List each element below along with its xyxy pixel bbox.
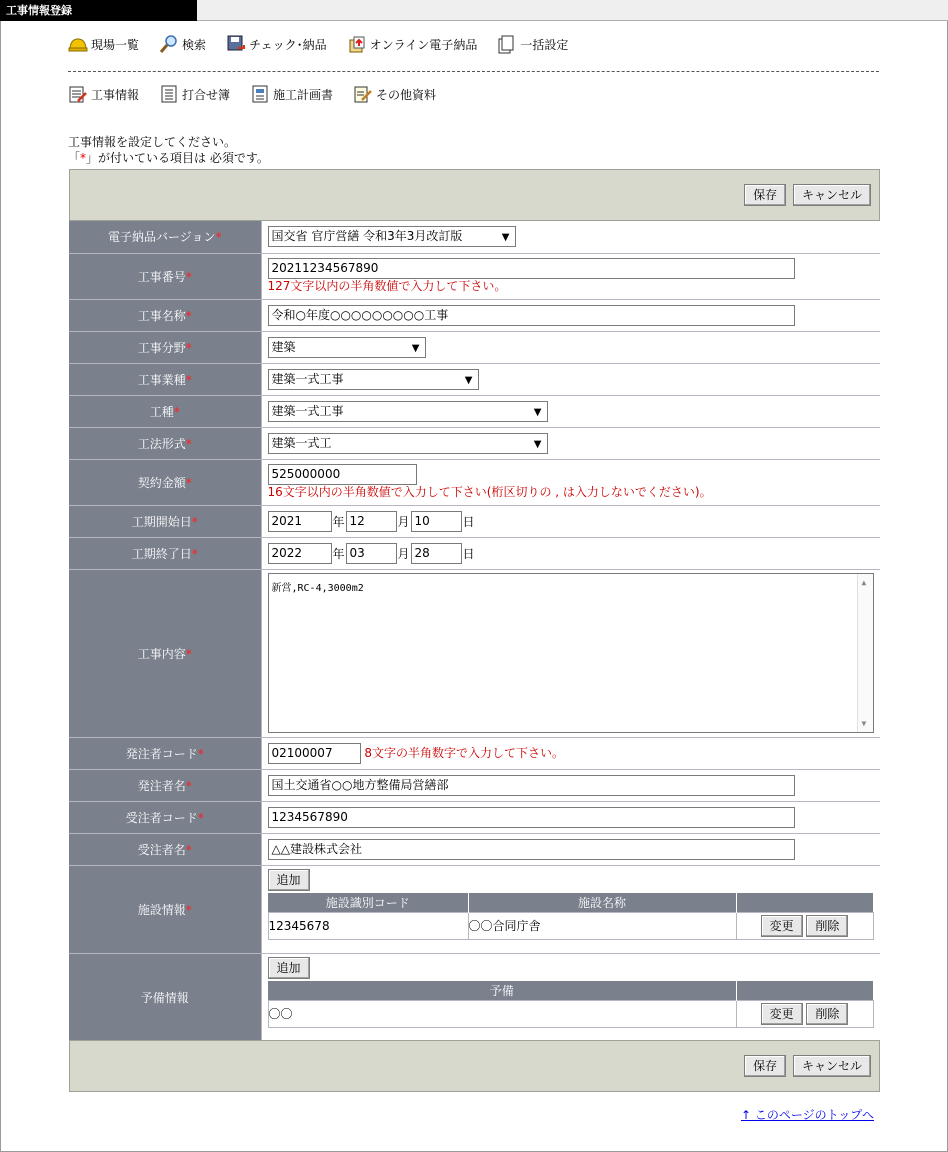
juchu-code-input[interactable]: 1234567890: [268, 807, 795, 828]
instructions: [68, 134, 269, 166]
label-yobi: 予備情報: [69, 953, 261, 1041]
month-unit: 月: [397, 546, 410, 561]
day-unit: 日: [462, 546, 475, 561]
required-mark: *: [185, 269, 192, 284]
shisetsu-actions-cell: [736, 912, 873, 939]
row-koshu: [69, 395, 880, 427]
gyoshu-select[interactable]: [268, 369, 479, 390]
toolbar-genba-list-label: 現場一覧: [91, 37, 140, 52]
koji-name-input[interactable]: 令和○年度○○○○○○○○○工事: [268, 305, 795, 326]
label-hacchu-code: [69, 737, 261, 769]
koshu-select-value: 建築一式工事: [271, 403, 344, 418]
juchu-name-input[interactable]: △△建設株式会社: [268, 839, 795, 860]
row-koji-name: [69, 299, 880, 331]
chevron-down-icon: ▼: [411, 342, 420, 354]
required-mark: *: [185, 436, 192, 451]
floppy-icon: [226, 34, 246, 54]
toolbar-genba-list[interactable]: [68, 34, 139, 54]
toolbar-bulk-settings-label: 一括設定: [520, 37, 569, 52]
label-naiyo-text: 工事内容: [137, 646, 186, 661]
instruction-line-1: 工事情報を設定してください。: [68, 135, 237, 149]
label-version-text: 電子納品バージョン: [107, 230, 216, 245]
row-version: [69, 221, 880, 253]
row-bunya: [69, 331, 880, 363]
plan-icon: [250, 84, 270, 104]
label-shisetsu-text: 施設情報: [137, 902, 186, 917]
col-yobi-actions: [736, 981, 873, 1001]
label-koji-name: [69, 299, 261, 331]
required-mark: *: [185, 902, 192, 917]
toolbar-meeting-log[interactable]: [159, 84, 230, 104]
required-mark: *: [185, 646, 192, 661]
row-end-date: [69, 537, 880, 569]
helmet-icon: [68, 34, 88, 54]
hacchu-code-hint: 8文字の半角数字で入力して下さい。: [364, 745, 564, 760]
required-mark: *: [185, 475, 192, 490]
koho-select[interactable]: [268, 433, 548, 454]
pen-note-icon: [353, 84, 373, 104]
label-gyoshu: [69, 363, 261, 395]
month-unit: 月: [397, 514, 410, 529]
top-action-panel: [69, 169, 880, 221]
toolbar-meeting-log-label: 打合せ簿: [182, 87, 231, 102]
hacchu-code-input[interactable]: 02100007: [268, 743, 361, 764]
notebook-icon: [159, 84, 179, 104]
label-koho: [69, 427, 261, 459]
day-unit: 日: [462, 514, 475, 529]
end-day-input[interactable]: 28: [411, 543, 462, 564]
year-unit: 年: [332, 546, 345, 561]
label-koji-no-text: 工事番号: [137, 269, 186, 284]
label-juchu-code-text: 受注者コード: [125, 810, 198, 825]
instruction-bracket-open: 「: [68, 151, 81, 165]
toolbar-construction-plan[interactable]: [250, 84, 333, 104]
delete-shisetsu-button[interactable]: 削除: [806, 915, 848, 937]
label-kingaku-text: 契約金額: [137, 475, 186, 490]
version-select-value: 国交省 官庁営繕 令和3年3月改訂版: [271, 229, 463, 244]
add-shisetsu-button[interactable]: 追加: [268, 869, 310, 891]
main-toolbar: [68, 34, 588, 54]
scroll-up-icon: ▲: [861, 578, 867, 587]
required-mark: *: [185, 372, 192, 387]
label-hacchu-name: [69, 769, 261, 801]
label-bunya-text: 工事分野: [137, 340, 186, 355]
yobi-table: [268, 981, 874, 1028]
scroll-down-icon: ▼: [861, 719, 867, 728]
version-select[interactable]: [268, 226, 516, 247]
label-hacchu-code-text: 発注者コード: [125, 746, 198, 761]
required-mark: *: [191, 514, 198, 529]
required-mark: *: [185, 340, 192, 355]
chevron-down-icon: ▼: [533, 438, 542, 450]
row-naiyo: [69, 569, 880, 737]
add-yobi-button[interactable]: 追加: [268, 957, 310, 979]
required-star-sample: *: [80, 151, 87, 165]
row-koji-no: [69, 253, 880, 299]
sub-toolbar: [68, 84, 456, 104]
chevron-down-icon: ▼: [533, 406, 542, 418]
row-gyoshu: [69, 363, 880, 395]
label-koshu: [69, 395, 261, 427]
label-start-date: [69, 505, 261, 537]
toolbar-divider: [68, 71, 879, 72]
chevron-down-icon: ▼: [464, 374, 473, 386]
toolbar-koji-info[interactable]: [68, 84, 139, 104]
chevron-down-icon: ▼: [501, 232, 510, 244]
toolbar-other-docs-label: その他資料: [376, 87, 437, 102]
required-mark: *: [215, 230, 222, 245]
yobi-value-cell: 〇〇: [268, 1000, 736, 1027]
delete-yobi-button[interactable]: 削除: [806, 1003, 848, 1025]
col-shisetsu-actions: [736, 893, 873, 913]
row-koho: [69, 427, 880, 459]
toolbar-search-label: 検索: [182, 37, 207, 52]
bunya-select[interactable]: [268, 337, 426, 358]
yobi-actions-cell: [736, 1000, 873, 1027]
table-row: [268, 912, 873, 939]
toolbar-online-deliver[interactable]: [347, 34, 478, 54]
toolbar-check-deliver-label: チェック･納品: [249, 37, 327, 52]
cancel-button-bottom[interactable]: キャンセル: [793, 1055, 871, 1077]
label-koji-no: [69, 253, 261, 299]
window-title: 工事情報登録: [0, 0, 197, 21]
hacchu-name-input[interactable]: 国土交通省○○地方整備局営繕部: [268, 775, 795, 796]
title-bar: [0, 0, 948, 21]
koji-form: [69, 221, 880, 1042]
label-end-date: [69, 537, 261, 569]
col-shisetsu-code: 施設識別コード: [268, 893, 468, 913]
koshu-select[interactable]: [268, 401, 548, 422]
shisetsu-code-cell: 12345678: [268, 912, 468, 939]
instruction-line-2: [68, 150, 269, 166]
row-hacchu-name: [69, 769, 880, 801]
col-yobi: 予備: [268, 981, 736, 1001]
shisetsu-table: [268, 893, 874, 940]
start-month-input[interactable]: 12: [346, 511, 397, 532]
row-juchu-code: [69, 801, 880, 833]
start-year-input[interactable]: 2021: [268, 511, 332, 532]
label-koshu-text: 工種: [149, 404, 174, 419]
kingaku-hint: 16文字以内の半角数値で入力して下さい(桁区切りの , は入力しないでください)。: [267, 485, 712, 499]
start-day-input[interactable]: 10: [411, 511, 462, 532]
toolbar-bulk-settings[interactable]: [497, 34, 568, 54]
naiyo-text: 新営,RC-4,3000m2: [271, 583, 364, 594]
toolbar-construction-plan-label: 施工計画書: [273, 87, 334, 102]
col-shisetsu-name: 施設名称: [468, 893, 736, 913]
year-unit: 年: [332, 514, 345, 529]
koji-no-hint: 127文字以内の半角数値で入力して下さい。: [267, 279, 507, 293]
required-mark: *: [197, 810, 204, 825]
row-kingaku: [69, 459, 880, 505]
label-kingaku: [69, 459, 261, 505]
required-mark: *: [173, 404, 180, 419]
save-button-top[interactable]: 保存: [744, 184, 786, 206]
gyoshu-select-value: 建築一式工事: [271, 371, 344, 386]
save-button-bottom[interactable]: 保存: [744, 1055, 786, 1077]
toolbar-check-deliver[interactable]: [226, 34, 327, 54]
end-month-input[interactable]: 03: [346, 543, 397, 564]
row-shisetsu: [69, 865, 880, 953]
edit-shisetsu-button[interactable]: 変更: [761, 915, 803, 937]
magnifier-icon: [159, 34, 179, 54]
label-naiyo: [69, 569, 261, 737]
label-end-date-text: 工期終了日: [131, 546, 192, 561]
required-mark: *: [191, 546, 198, 561]
textarea-scrollbar[interactable]: [857, 574, 873, 732]
toolbar-other-docs[interactable]: [353, 84, 436, 104]
required-mark: *: [185, 778, 192, 793]
edit-yobi-button[interactable]: 変更: [761, 1003, 803, 1025]
label-koho-text: 工法形式: [137, 436, 186, 451]
back-to-top-link[interactable]: ↑ このページのトップへ: [741, 1108, 875, 1122]
label-hacchu-name-text: 発注者名: [137, 778, 186, 793]
required-mark: *: [197, 746, 204, 761]
label-bunya: [69, 331, 261, 363]
end-year-input[interactable]: 2022: [268, 543, 332, 564]
label-start-date-text: 工期開始日: [131, 514, 192, 529]
koho-select-value: 建築一式工: [271, 435, 332, 450]
row-yobi: [69, 953, 880, 1041]
toolbar-search[interactable]: [159, 34, 206, 54]
table-row: [268, 1000, 873, 1027]
shisetsu-name-cell: 〇〇合同庁舎: [468, 912, 736, 939]
required-mark: *: [185, 308, 192, 323]
bottom-action-panel: [69, 1040, 880, 1092]
cancel-button-top[interactable]: キャンセル: [793, 184, 871, 206]
koji-no-input[interactable]: 20211234567890: [268, 258, 795, 279]
row-hacchu-code: [69, 737, 880, 769]
bunya-select-value: 建築: [271, 339, 296, 354]
required-mark: *: [185, 842, 192, 857]
instruction-line-2-text: 」が付いている項目は 必須です。: [86, 151, 269, 165]
label-juchu-name: [69, 833, 261, 865]
label-juchu-code: [69, 801, 261, 833]
upload-icon: [347, 34, 367, 54]
toolbar-koji-info-label: 工事情報: [91, 87, 140, 102]
row-start-date: [69, 505, 880, 537]
label-koji-name-text: 工事名称: [137, 308, 186, 323]
label-gyoshu-text: 工事業種: [137, 372, 186, 387]
label-juchu-name-text: 受注者名: [137, 842, 186, 857]
toolbar-online-deliver-label: オンライン電子納品: [369, 37, 478, 52]
label-version: [69, 221, 261, 253]
row-juchu-name: [69, 833, 880, 865]
label-shisetsu: [69, 865, 261, 953]
edit-sheet-icon: [68, 84, 88, 104]
naiyo-textarea[interactable]: [268, 573, 874, 733]
kingaku-input[interactable]: 525000000: [268, 464, 417, 485]
document-icon: [497, 34, 517, 54]
